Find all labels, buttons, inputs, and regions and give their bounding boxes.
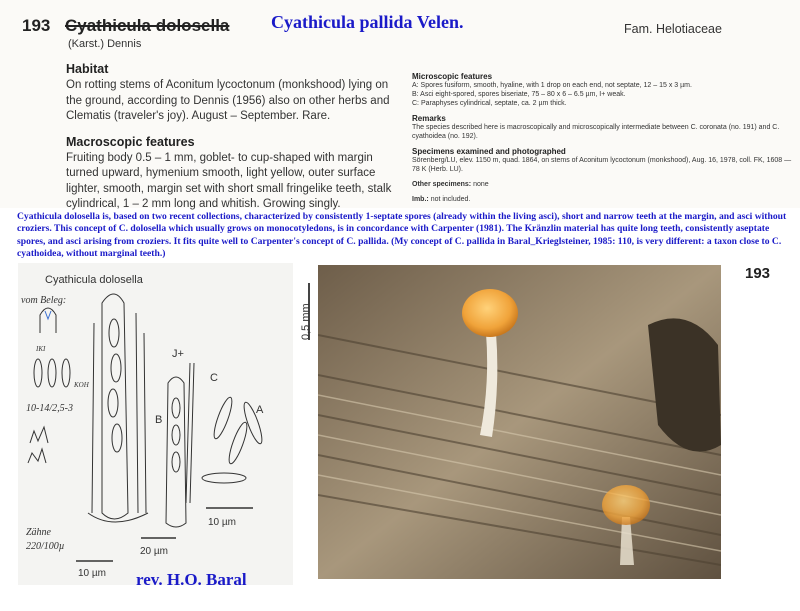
spore-in-ascus-b <box>172 425 180 445</box>
habitat-text: On rotting stems of Aconitum lycoctonum (monkshood) lying on the ground, according to Dennis (1956) also on other herbs and Clematis (traveler's joy). August – September. Rare. <box>66 79 390 122</box>
spore-c-drawing <box>226 421 250 466</box>
handwritten-spore-size: 10-14/2,5-3 <box>26 403 73 414</box>
small-fungus-cap <box>602 485 650 525</box>
spore-in-ascus-b <box>172 398 180 418</box>
drawing-svg <box>18 263 293 585</box>
handwritten-vom-beleg: vom Beleg: <box>21 295 67 306</box>
remarks-text: The species described here is macroscopically and microscopically intermediate between C. coronata (no. 191) and C. cyathoidea (no. 192). <box>412 124 780 140</box>
remarks-heading: Remarks <box>412 114 446 123</box>
spore-a-horizontal <box>202 473 246 483</box>
spore-in-ascus <box>112 424 122 452</box>
label-a: A <box>256 404 264 416</box>
microscopic-heading: Microscopic features <box>412 72 493 81</box>
imb-line <box>412 195 792 204</box>
label-c: C <box>210 372 218 384</box>
family-name: Fam. Helotiaceae <box>624 22 722 36</box>
fungus-cap <box>462 289 518 337</box>
other-specimens-label: Other specimens: <box>412 181 472 188</box>
old-species-name: Cyathicula dolosella <box>65 16 230 35</box>
ascus-drawing <box>102 294 128 519</box>
microscopy-drawing <box>18 263 293 585</box>
other-specimens <box>412 180 792 189</box>
macroscopic-text: Fruiting body 0.5 – 1 mm, goblet- to cup-shaped with margin turned upward, hymenium smooth, light yellow, outer surface lighter, smooth, margin set with short small fringelike teeth, stalk cylindrical, 1 – 2 mm long and whitish. Growing singly. <box>66 151 392 210</box>
species-author: (Karst.) Dennis <box>68 38 142 50</box>
label-j-plus: J+ <box>172 348 184 360</box>
scale-label-20um: 20 µm <box>140 546 168 557</box>
ascus-pore-sketch <box>45 311 51 319</box>
spore-in-ascus <box>109 319 119 347</box>
label-b: B <box>155 414 163 426</box>
fungus-photograph <box>318 265 721 579</box>
spore-c-drawing <box>211 396 235 441</box>
species-number: 193 <box>22 16 51 35</box>
drawing-title: Cyathicula dolosella <box>45 274 143 286</box>
ascus-tip-sketch <box>40 308 56 333</box>
revision-note: Cyathicula dolosella is, based on two recent collections, characterized by consistently 1-septate spores (already within the living asci), short and narrow teeth at the margin, and asci without croziers. This concept of C. dolosella which usually grows on monocotyledons, is in concordance with Carpenter (1981). The Kränzlin material has quite long teeth, consistently aseptate spores, and asci arising from croziers. It fits quite well to Carpenter's concept of C. pallida. (My concept of C. pallida in Baral_Krieglsteiner, 1985: 110, is very different: a taxon close to C. cyathoidea, without marginal teeth.) <box>17 211 787 259</box>
microscopic-line-b: B: Asci eight-spored, spores biseriate, 75 – 80 x 6 – 6.5 µm, I+ weak. <box>412 91 626 98</box>
photo-number: 193 <box>745 265 771 282</box>
scale-label-10um-bottom: 10 µm <box>78 568 106 579</box>
right-text-column <box>412 72 792 204</box>
photo-scale-label: 0,5 mm <box>300 303 312 340</box>
other-specimens-value: none <box>473 181 489 188</box>
specimens-text: Sörenberg/LU, elev. 1150 m, quad. 1864, on stems of Aconitum lycoctonum (monkshood), Aug. 16, 1978, coll. FK, 1608 — 78 K (Herb. LU). <box>412 157 792 173</box>
scale-label-10um-right: 10 µm <box>208 517 236 528</box>
imb-label: Imb.: <box>412 196 429 203</box>
handwritten-zaehne-size: 220/100µ <box>26 541 65 552</box>
teeth-sketch <box>28 449 46 463</box>
photo-svg <box>318 265 721 579</box>
koh-label: KOH <box>74 381 89 389</box>
spore-in-ascus-b <box>172 452 180 472</box>
specimens-heading: Specimens examined and photographed <box>412 147 566 156</box>
spore-in-ascus <box>111 354 121 382</box>
paraphysis-j-drawing <box>186 363 194 503</box>
handwritten-zaehne: Zähne <box>26 527 51 538</box>
macroscopic-heading: Macroscopic features <box>66 134 195 149</box>
spore-sketch <box>62 359 70 387</box>
teeth-sketch <box>30 427 48 443</box>
microscopic-line-c: C: Paraphyses cylindrical, septate, ca. 2 µm thick. <box>412 100 567 107</box>
spore-sketch <box>48 359 56 387</box>
left-text-column <box>66 62 398 213</box>
imb-value: not included. <box>430 196 471 203</box>
paraphyses-drawing <box>92 313 146 513</box>
revision-credit: rev. H.O. Baral <box>136 570 247 589</box>
ascus-base <box>88 513 148 522</box>
microscopic-line-a: A: Spores fusiform, smooth, hyaline, with 1 drop on each end, not septate, 12 – 15 x 3 µm. <box>412 82 692 89</box>
corrected-species-name: Cyathicula pallida Velen. <box>271 12 464 32</box>
spore-sketch <box>34 359 42 387</box>
spore-in-ascus <box>108 389 118 417</box>
iki-label: IKI <box>36 345 46 353</box>
habitat-heading: Habitat <box>66 62 109 76</box>
